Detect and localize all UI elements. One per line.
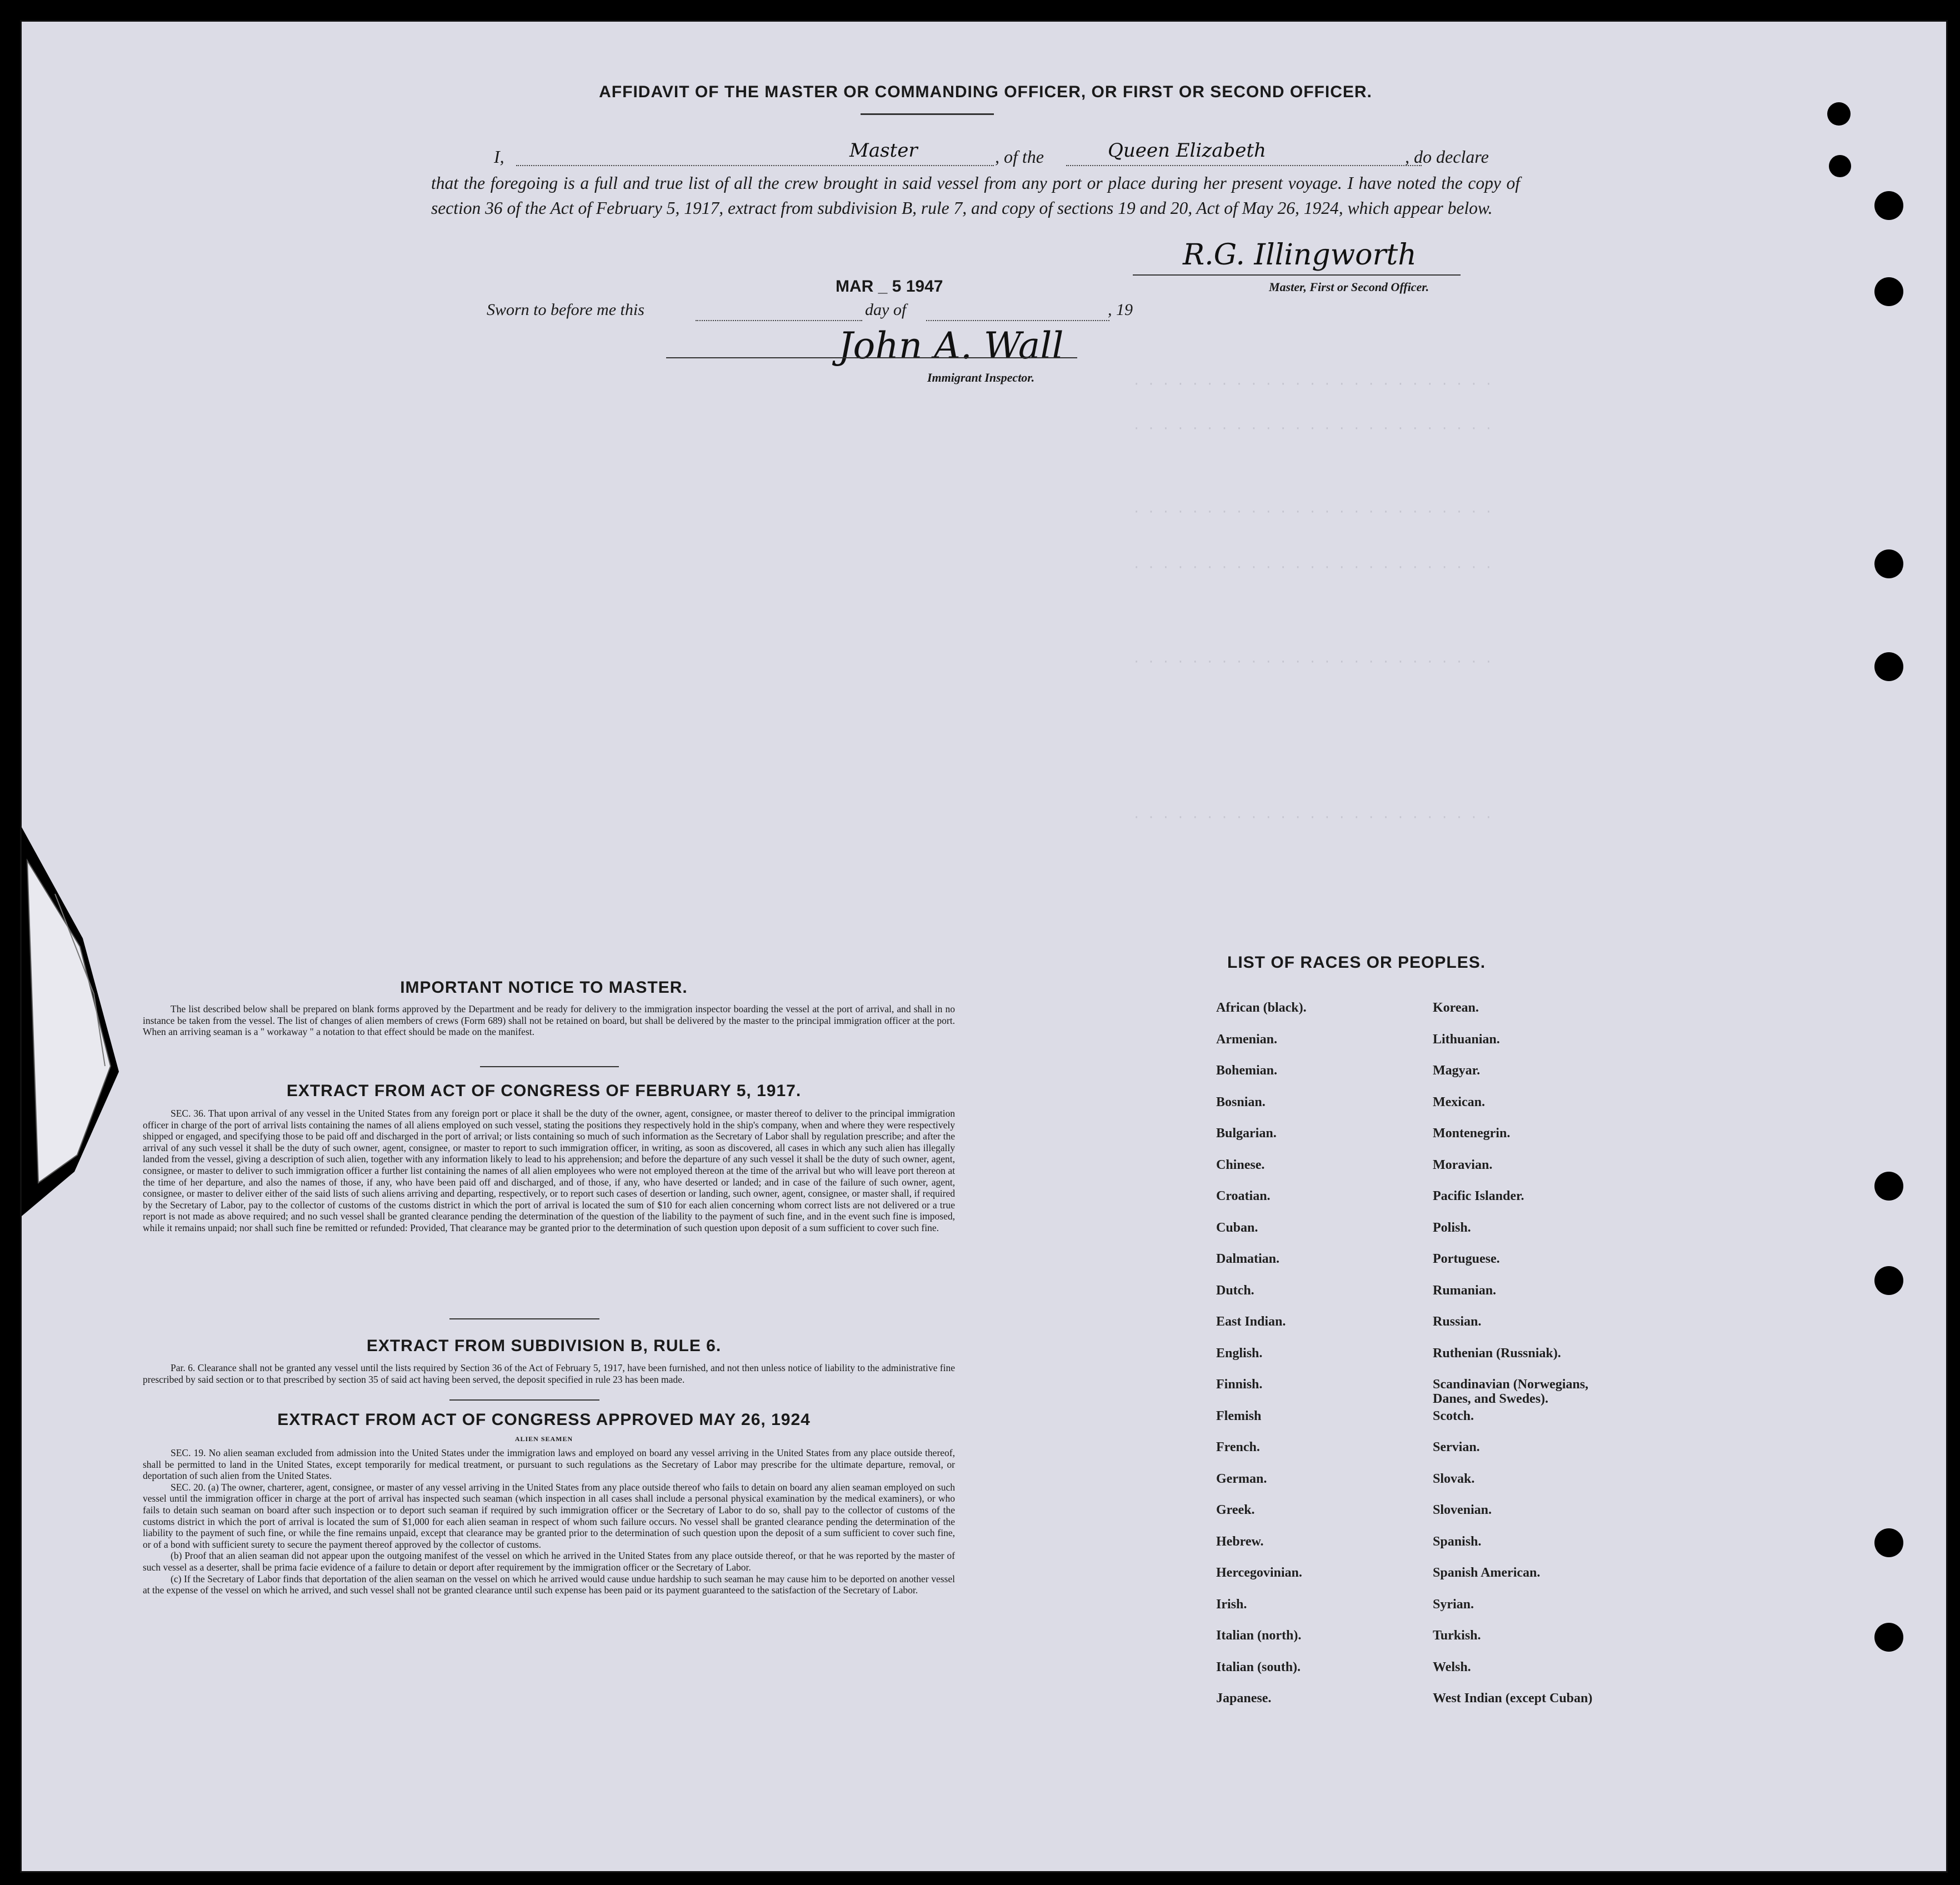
race-item: Syrian. <box>1433 1597 1474 1612</box>
punch-hole <box>1829 155 1851 177</box>
date-stamp: MAR _ 5 1947 <box>836 277 943 296</box>
race-item: Pacific Islander. <box>1433 1189 1524 1203</box>
alien-seamen-subtitle: ALIEN SEAMEN <box>514 1435 573 1443</box>
race-item: Chinese. <box>1216 1157 1265 1172</box>
race-item: Portuguese. <box>1433 1252 1500 1266</box>
races-title: LIST OF RACES OR PEOPLES. <box>1227 953 1486 972</box>
vessel-line <box>1066 165 1422 166</box>
year-label: , 19 <box>1108 301 1133 319</box>
notice-title: IMPORTANT NOTICE TO MASTER. <box>400 978 688 997</box>
sworn-day-line <box>696 320 862 321</box>
bleed-through-text: · · · · · · · · · · · · · · · · · · · · · · · · · <box>1133 561 1492 574</box>
day-of-label: day of <box>865 301 907 319</box>
race-item: Magyar. <box>1433 1063 1481 1078</box>
race-item: Bosnian. <box>1216 1094 1266 1109</box>
race-item: Slovenian. <box>1433 1503 1492 1517</box>
race-item: Moravian. <box>1433 1157 1493 1172</box>
race-item: Turkish. <box>1433 1628 1481 1643</box>
punch-hole <box>1874 549 1903 578</box>
rank-line <box>516 165 994 166</box>
inspector-caption: Immigrant Inspector. <box>927 371 1035 384</box>
race-item: African (black). <box>1216 1001 1307 1015</box>
race-item: Cuban. <box>1216 1220 1258 1235</box>
vessel-handwriting: Queen Elizabeth <box>1108 139 1266 162</box>
race-item: Montenegrin. <box>1433 1126 1511 1141</box>
race-item: Polish. <box>1433 1220 1471 1235</box>
notice-rule <box>480 1066 619 1067</box>
bleed-through-text: · · · · · · · · · · · · · · · · · · · · · · · · · <box>1133 422 1492 436</box>
punch-hole <box>1874 191 1903 220</box>
rank-handwriting: Master <box>849 139 918 162</box>
race-item: Dutch. <box>1216 1283 1254 1298</box>
affidavit-body: that the foregoing is a full and true list of all the crew brought in said vessel from any port or place during her present voyage. I have noted the copy of section 36 of the Act of February 5, 1917, extract from subdivision B, rule 7, and copy of sections 19 and 20, Act of May 26, 1924, which appear below. <box>431 173 1520 218</box>
race-item: Rumanian. <box>1433 1283 1497 1298</box>
sec-19-paragraph: SEC. 19. No alien seaman excluded from admission into the United States under the immigration laws and employed on board any vessel arriving in the United States from any place outside thereof, shall be permitted to land in the United States, except temporarily for medical treatment, or pursuant to such regulations as the Secretary of Labor may prescribe for the ultimate departure, removal, or deportation of such alien from the United States. <box>143 1447 955 1482</box>
race-item: West Indian (except Cuban) <box>1433 1691 1593 1706</box>
of-the-label: , of the <box>995 147 1044 167</box>
race-item: Lithuanian. <box>1433 1032 1500 1047</box>
race-item: French. <box>1216 1440 1260 1454</box>
declaration-i: I, <box>494 147 504 167</box>
punch-hole <box>1874 652 1903 681</box>
race-item: Servian. <box>1433 1440 1480 1454</box>
race-item: German. <box>1216 1471 1267 1486</box>
officer-signature: R.G. Illingworth <box>1183 238 1417 272</box>
punch-hole <box>1874 1266 1903 1295</box>
bleed-through-text: · · · · · · · · · · · · · · · · · · · · · · · · · <box>1133 811 1492 824</box>
punch-hole <box>1827 102 1851 126</box>
race-item: Flemish <box>1216 1408 1262 1423</box>
punch-hole <box>1874 1623 1903 1652</box>
subdivision-text <box>143 1362 955 1385</box>
race-item: Bohemian. <box>1216 1063 1278 1078</box>
race-item: Finnish. <box>1216 1377 1263 1392</box>
par-6-paragraph: Par. 6. Clearance shall not be granted any vessel until the lists required by Section 36 of the Act of February 5, 1917, have been furnished, and not then unless notice of liability to the administrative fine prescribed by said section or to that prescribed by section 35 of said act having been served, the deposit specified in rule 23 has been made. <box>143 1362 955 1385</box>
race-item: English. <box>1216 1346 1263 1361</box>
folded-corner <box>22 827 133 1216</box>
sworn-month-line <box>926 320 1109 321</box>
bleed-through-text: · · · · · · · · · · · · · · · · · · · · · · · · · <box>1133 377 1492 391</box>
notice-text <box>143 1003 955 1038</box>
race-item: Slovak. <box>1433 1471 1475 1486</box>
race-item: Mexican. <box>1433 1094 1485 1109</box>
punch-hole <box>1874 1528 1903 1557</box>
punch-hole <box>1874 277 1903 306</box>
race-item: Croatian. <box>1216 1189 1271 1203</box>
race-item: Japanese. <box>1216 1691 1272 1706</box>
race-item: Korean. <box>1433 1001 1479 1015</box>
race-item: Italian (north). <box>1216 1628 1302 1643</box>
race-item: Scotch. <box>1433 1408 1474 1423</box>
race-item: Irish. <box>1216 1597 1247 1612</box>
race-item: Scandinavian (Norwegians, Danes, and Swedes). <box>1433 1377 1589 1406</box>
sec-20c-paragraph: (c) If the Secretary of Labor finds that deportation of the alien seaman on the vessel on which he arrived would cause undue hardship to such seaman he may cause him to be deported on another vessel at the expense of the vessel on which he arrived, and such vessel shall not be granted clearance until such expense has been paid or its payment guaranteed to the satisfaction of the Secretary of Labor. <box>143 1573 955 1596</box>
officer-signature-line <box>1133 274 1461 276</box>
inspector-signature: John A. Wall <box>838 324 1064 367</box>
race-item: Russian. <box>1433 1314 1482 1329</box>
extract-1917-rule <box>449 1318 599 1319</box>
officer-caption: Master, First or Second Officer. <box>1269 280 1429 294</box>
race-item: Welsh. <box>1433 1659 1471 1674</box>
subdivision-title: EXTRACT FROM SUBDIVISION B, RULE 6. <box>366 1337 722 1355</box>
race-item: Greek. <box>1216 1503 1255 1517</box>
document-sheet <box>20 20 1948 1873</box>
extract-1924-title: EXTRACT FROM ACT OF CONGRESS APPROVED MAY 26, 1924 <box>277 1411 811 1429</box>
sec-20a-paragraph: SEC. 20. (a) The owner, charterer, agent, consignee, or master of any vessel arriving in the United States from any place outside thereof who fails to detain on board any alien seaman employed on such vessel until the immigration officer in charge at the port of arrival has inspected such seaman (which inspection in all cases shall include a personal physical examination by the medical examiners), or who fails to detain such seaman on board after such inspection or to deport such seaman if required by such immigration officer or the Secretary of Labor to do so, shall pay to the collector of customs of the customs district in which the port of arrival is located the sum of $1,000 for each alien seaman in respect of whom such failure occurs. No vessel shall be granted clearance pending the determination of the liability to the payment of such fine, or while the fine remains unpaid, except that clearance may be granted prior to the determination of such question upon the deposit of a sum sufficient to cover such fine, or of a bond with sufficient surety to secure the payment thereof approved by the collector of customs. <box>143 1481 955 1550</box>
notice-paragraph: The list described below shall be prepared on blank forms approved by the Department and be ready for delivery to the immigration inspector boarding the vessel at the port of arrival, and shall in no instance be taken from the vessel. The list of changes of alien members of crews (Form 689) shall not be retained on board, but shall be delivered by the master to the principal immigration officer at the port. When an arriving seaman is a " workaway " a notation to that effect should be made on the manifest. <box>143 1003 955 1038</box>
subdivision-rule <box>449 1399 599 1401</box>
extract-1917-title: EXTRACT FROM ACT OF CONGRESS OF FEBRUARY 5, 1917. <box>286 1082 802 1100</box>
race-item: East Indian. <box>1216 1314 1286 1329</box>
race-item: Armenian. <box>1216 1032 1277 1047</box>
race-item: Hebrew. <box>1216 1534 1264 1549</box>
race-item: Hercegovinian. <box>1216 1566 1302 1580</box>
bleed-through-text: · · · · · · · · · · · · · · · · · · · · · · · · · <box>1133 505 1492 519</box>
race-item: Ruthenian (Russniak). <box>1433 1346 1561 1361</box>
race-item: Italian (south). <box>1216 1659 1301 1674</box>
declare-label: , do declare <box>1405 147 1489 167</box>
sworn-label: Sworn to before me this <box>487 301 644 319</box>
inspector-signature-line <box>666 357 1077 358</box>
race-item: Spanish American. <box>1433 1566 1541 1580</box>
affidavit-title-rule <box>861 113 994 115</box>
punch-hole <box>1874 1172 1903 1201</box>
affidavit-title: AFFIDAVIT OF THE MASTER OR COMMANDING OFFICER, OR FIRST OR SECOND OFFICER. <box>599 83 1372 101</box>
race-item: Spanish. <box>1433 1534 1482 1549</box>
race-item: Bulgarian. <box>1216 1126 1277 1141</box>
bleed-through-text: · · · · · · · · · · · · · · · · · · · · · · · · · <box>1133 655 1492 669</box>
extract-1917-text <box>143 1108 955 1234</box>
extract-1924-text <box>143 1447 955 1596</box>
race-item: Dalmatian. <box>1216 1252 1279 1266</box>
sec-20b-paragraph: (b) Proof that an alien seaman did not appear upon the outgoing manifest of the vessel on which he arrived in the United States from any place outside thereof, or that he was reported by the master of such vessel as a deserter, shall be prima facie evidence of a failure to detain or deport after requirement by the immigration officer or the Secretary of Labor. <box>143 1550 955 1573</box>
section-36-paragraph: SEC. 36. That upon arrival of any vessel in the United States from any foreign port or place it shall be the duty of the owner, agent, consignee, or master thereof to deliver to the principal immigration officer in charge of the port of arrival lists containing the names of all aliens employed on such vessel, stating the positions they respectively hold in the ship's company, when and where they were respectively shipped or engaged, and specifying those to be paid off and discharged in the port of arrival; or lists containing so much of such information as the Secretary of Labor shall by regulation prescribe; and after the arrival of any such vessel it shall be the duty of such owner, agent, consignee, or master to report to such immigration officer, in writing, as soon as discovered, all cases in which any such alien has illegally landed from the vessel, giving a description of such alien, together with any information likely to lead to his apprehension; and before the departure of any such vessel it shall be the duty of such owner, agent, consignee, or master to deliver to such immigration officer a further list containing the names of all alien employees who were not employed thereon at the time of the arrival but who will leave port thereon at the time of her departure, and also the names of those, if any, who have been paid off and discharged, and of those, if any, who have deserted or landed; and in case of the failure of such owner, agent, consignee, or master to deliver either of the said lists of such aliens arriving and departing, respectively, or to report such cases of desertion or landing, such owner, agent, consignee, or master shall, if required by the Secretary of Labor, pay to the collector of customs of the customs district in which the port of arrival is located the sum of $10 for each alien concerning whom correct lists are not delivered or a true report is not made as above required; and no such vessel shall be granted clearance pending the determination of the question of the liability to the payment of such fine, and in the event such fine is imposed, while it remains unpaid; nor shall such fine be remitted or refunded: Provided, That clearance may be granted prior to the determination of such question upon deposit of a sum sufficient to cover such fine. <box>143 1108 955 1233</box>
